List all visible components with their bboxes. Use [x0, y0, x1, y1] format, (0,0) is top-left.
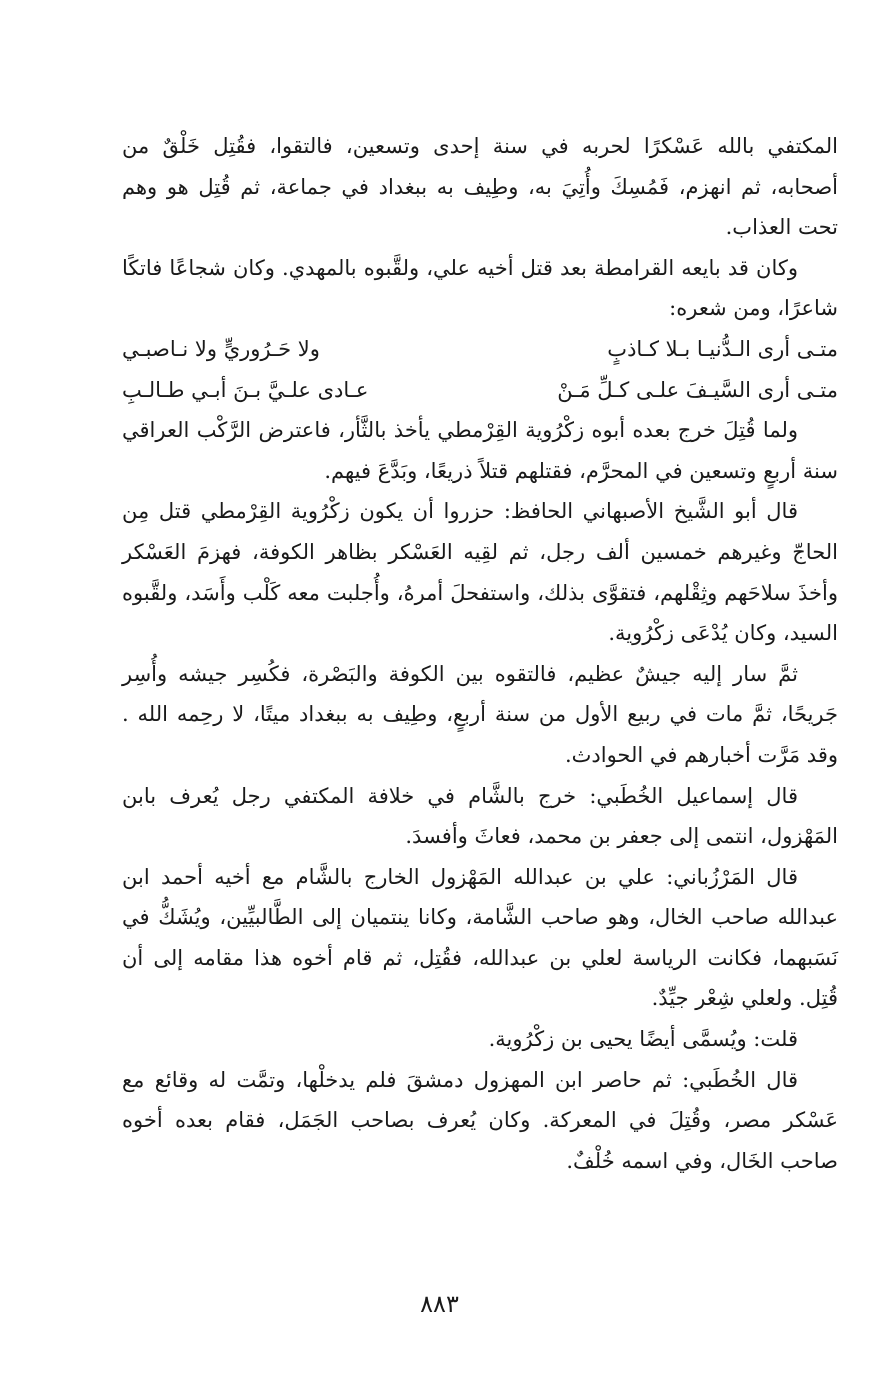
paragraph: قال إسماعيل الخُطَبي: خرج بالشَّام في خلافة المكتفي رجل يُعرف بابن المَهْزول، انتمى إلى جعفر بن محمد، فعاثَ وأفسدَ. — [122, 783, 838, 849]
body-text — [122, 126, 838, 1181]
paragraph: المكتفي بالله عَسْكرًا لحربه في سنة إحدى وتسعين، فالتقوا، فقُتِل خَلْقٌ من أصحابه، ثم انهزم، فَمُسِكَ وأُتِيَ به، وطِيف به ببغداد في جماعة، ثم قُتِل هو وهم تحت العذاب. — [122, 134, 838, 240]
paragraph: ولما قُتِلَ خرج بعده أبوه زكْرُوية القِرْمطي يأخذ بالثَّأر، فاعترض الرَّكْب العراقي سنة أربعٍ وتسعين في المحرَّم، فقتلهم قتلاً ذريعًا، وبَدَّعَ فيهم. — [122, 418, 838, 483]
paragraph: قلت: ويُسمَّى أيضًا يحيى بن زكْرُوية. — [488, 1027, 798, 1052]
paragraph: قال الخُطَبي: ثم حاصر ابن المهزول دمشقَ فلم يدخلْها، وتمَّت له وقائع مع عَسْكر مصر، وقُتِلَ في المعركة. وكان يُعرف بصاحب الجَمَل، فقام بعده أخوه صاحب الخَال، وفي اسمه خُلْفٌ. — [122, 1067, 838, 1173]
verse-first-hemistich: متـى أرى الـدُّنيـا بـلا كـاذبٍ — [607, 336, 838, 361]
paragraph: وكان قد بايعه القرامطة بعد قتل أخيه علي، ولقَّبوه بالمهدي. وكان شجاعًا فاتكًا شاعرًا، ومن شعره: — [122, 255, 838, 321]
verse-second-hemistich: عـادى علـيَّ بـنَ أبـي طـالـبِ — [122, 377, 369, 402]
verse-first-hemistich: متـى أرى السَّيـفَ علـى كـلِّ مَـنْ — [557, 377, 838, 402]
verse-line — [122, 370, 838, 411]
verse-line — [122, 329, 838, 370]
paragraph: قال المَرْزُباني: علي بن عبدالله المَهْزول الخارج بالشَّام مع أخيه أحمد ابن عبدالله صاحب الخال، وهو صاحب الشَّامة، وكانا ينتميان إلى الطَّالبيِّين، ويُشَكُّ في نَسَبهما، فكانت الرياسة لعلي بن عبدالله، فقُتِل، ثم قام أخوه هذا مقامه إلى أن قُتِل. ولعلي شِعْر جيِّدٌ. — [122, 864, 838, 1011]
verse-second-hemistich: ولا حَـرُوريٍّ ولا نـاصبـي — [122, 336, 320, 361]
paragraph: ثمَّ سار إليه جيشٌ عظيم، فالتقوه بين الكوفة والبَصْرة، فكُسِر جيشه وأُسِر جَريحًا، ثمَّ مات في ربيع الأول من سنة أربعٍ، وطِيف به ببغداد ميتًا، لا رحِمه الله . وقد مَرَّت أخبارهم في الحوادث. — [122, 661, 838, 767]
paragraph: قال أبو الشَّيخ الأصبهاني الحافظ: حزروا أن يكون زكْرُوية القِرْمطي قتل مِن الحاجّ وغيرهم خمسين ألف رجل، ثم لقِيه العَسْكر بظاهر الكوفة، فهزمَ العَسْكر وأخذَ سلاحَهم وثِقْلهم، فتقوَّى بذلك، واستفحلَ أمرهُ، وأُجلبت معه كَلْب وأَسَد، ولقَّبوه السيد، وكان يُدْعَى زكْرُوية. — [122, 499, 838, 646]
page-number: ٨٨٣ — [420, 1290, 459, 1318]
